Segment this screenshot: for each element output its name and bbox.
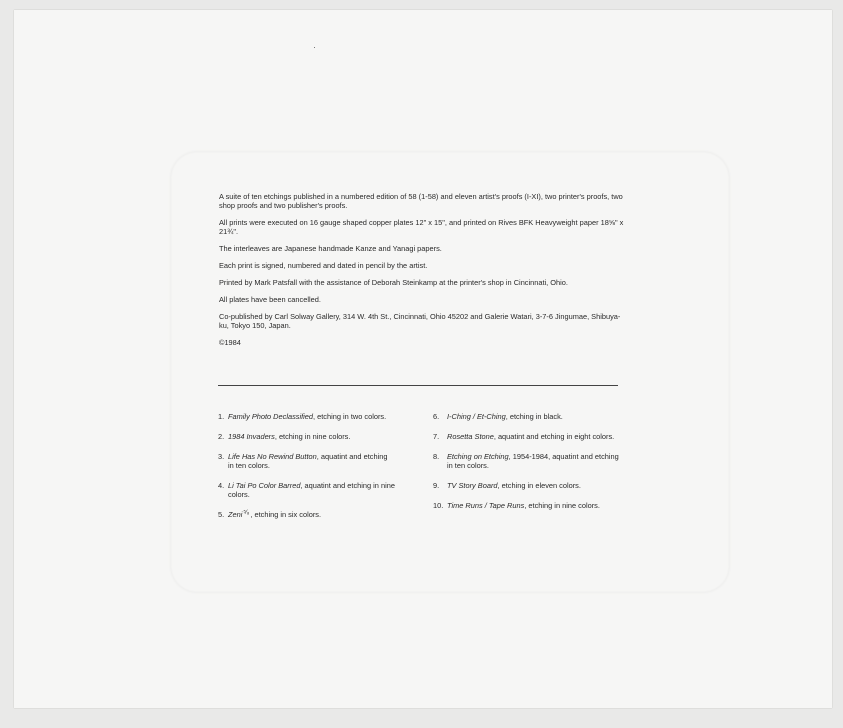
paper-sheet bbox=[14, 10, 832, 708]
list-item bbox=[218, 481, 413, 499]
handwritten-fraction-mark: ⁵⁄₈ bbox=[243, 510, 250, 516]
item-title: Rosetta Stone bbox=[447, 432, 494, 441]
list-item bbox=[218, 510, 418, 521]
item-title: I-Ching / Et-Ching bbox=[447, 412, 506, 421]
list-item bbox=[218, 412, 418, 421]
list-item bbox=[433, 481, 628, 490]
item-title: Li Tai Po Color Barred bbox=[228, 481, 301, 490]
list-item bbox=[433, 501, 628, 510]
signature-statement: Each print is signed, numbered and dated in pencil by the artist. bbox=[219, 261, 428, 270]
item-number: 5. bbox=[218, 510, 225, 519]
divider-rule bbox=[218, 385, 618, 386]
item-number: 7. bbox=[433, 432, 440, 441]
interleaves-statement: The interleaves are Japanese handmade Kanze and Yanagi papers. bbox=[219, 244, 442, 253]
contents-list-right bbox=[433, 412, 628, 510]
list-item bbox=[218, 452, 393, 470]
item-medium: , aquatint and etching in nine colors. bbox=[228, 481, 395, 499]
item-medium: , 1954-1984, aquatint and etching in ten colors. bbox=[447, 452, 619, 470]
item-number: 3. bbox=[218, 452, 225, 461]
item-medium: , aquatint and etching in eight colors. bbox=[493, 432, 615, 441]
paper-speck bbox=[314, 47, 315, 48]
item-number: 1. bbox=[218, 412, 225, 421]
list-item bbox=[433, 452, 625, 470]
item-number: 4. bbox=[218, 481, 225, 490]
item-title: Family Photo Declassified bbox=[228, 412, 314, 421]
item-title: Time Runs / Tape Runs bbox=[447, 501, 525, 510]
plate-statement: All prints were executed on 16 gauge shaped copper plates 12" x 15", and printed on Rives BFK Heavyweight paper 18⅝" x 21¾". bbox=[219, 218, 624, 236]
item-title: TV Story Board bbox=[447, 481, 498, 490]
item-medium: , etching in two colors. bbox=[313, 412, 387, 421]
list-item bbox=[433, 412, 628, 421]
item-medium: , etching in nine colors. bbox=[524, 501, 600, 510]
edition-statement: A suite of ten etchings published in a numbered edition of 58 (1-58) and eleven artist's proofs (I-XI), two printer's proofs, two shop proofs and two publisher's proofs. bbox=[219, 192, 623, 210]
cancellation-statement: All plates have been cancelled. bbox=[219, 295, 321, 304]
list-item bbox=[218, 432, 418, 441]
copyright-notice: ©1984 bbox=[219, 338, 241, 347]
item-medium: , etching in nine colors. bbox=[274, 432, 351, 441]
item-number: 9. bbox=[433, 481, 440, 490]
item-title: Zeni bbox=[228, 510, 243, 519]
item-number: 2. bbox=[218, 432, 225, 441]
colophon-text bbox=[219, 192, 629, 355]
printer-statement: Printed by Mark Patsfall with the assistance of Deborah Steinkamp at the printer's shop in Cincinnati, Ohio. bbox=[219, 278, 568, 287]
list-item bbox=[433, 432, 625, 441]
item-medium: , etching in six colors. bbox=[250, 510, 322, 519]
item-number: 6. bbox=[433, 412, 440, 421]
item-medium: , etching in eleven colors. bbox=[497, 481, 581, 490]
item-title: 1984 Invaders bbox=[228, 432, 275, 441]
contents-list-left bbox=[218, 412, 418, 521]
item-title: Life Has No Rewind Button bbox=[228, 452, 317, 461]
item-number: 8. bbox=[433, 452, 440, 461]
item-medium: , etching in black. bbox=[505, 412, 563, 421]
publisher-statement: Co-published by Carl Solway Gallery, 314 W. 4th St., Cincinnati, Ohio 45202 and Galerie Watari, 3-7-6 Jingumae, Shibuya-ku, Tokyo 150, Japan. bbox=[219, 312, 621, 330]
item-number: 10. bbox=[433, 501, 444, 510]
item-title: Etching on Etching bbox=[447, 452, 509, 461]
item-medium: , aquatint and etching in ten colors. bbox=[228, 452, 388, 470]
